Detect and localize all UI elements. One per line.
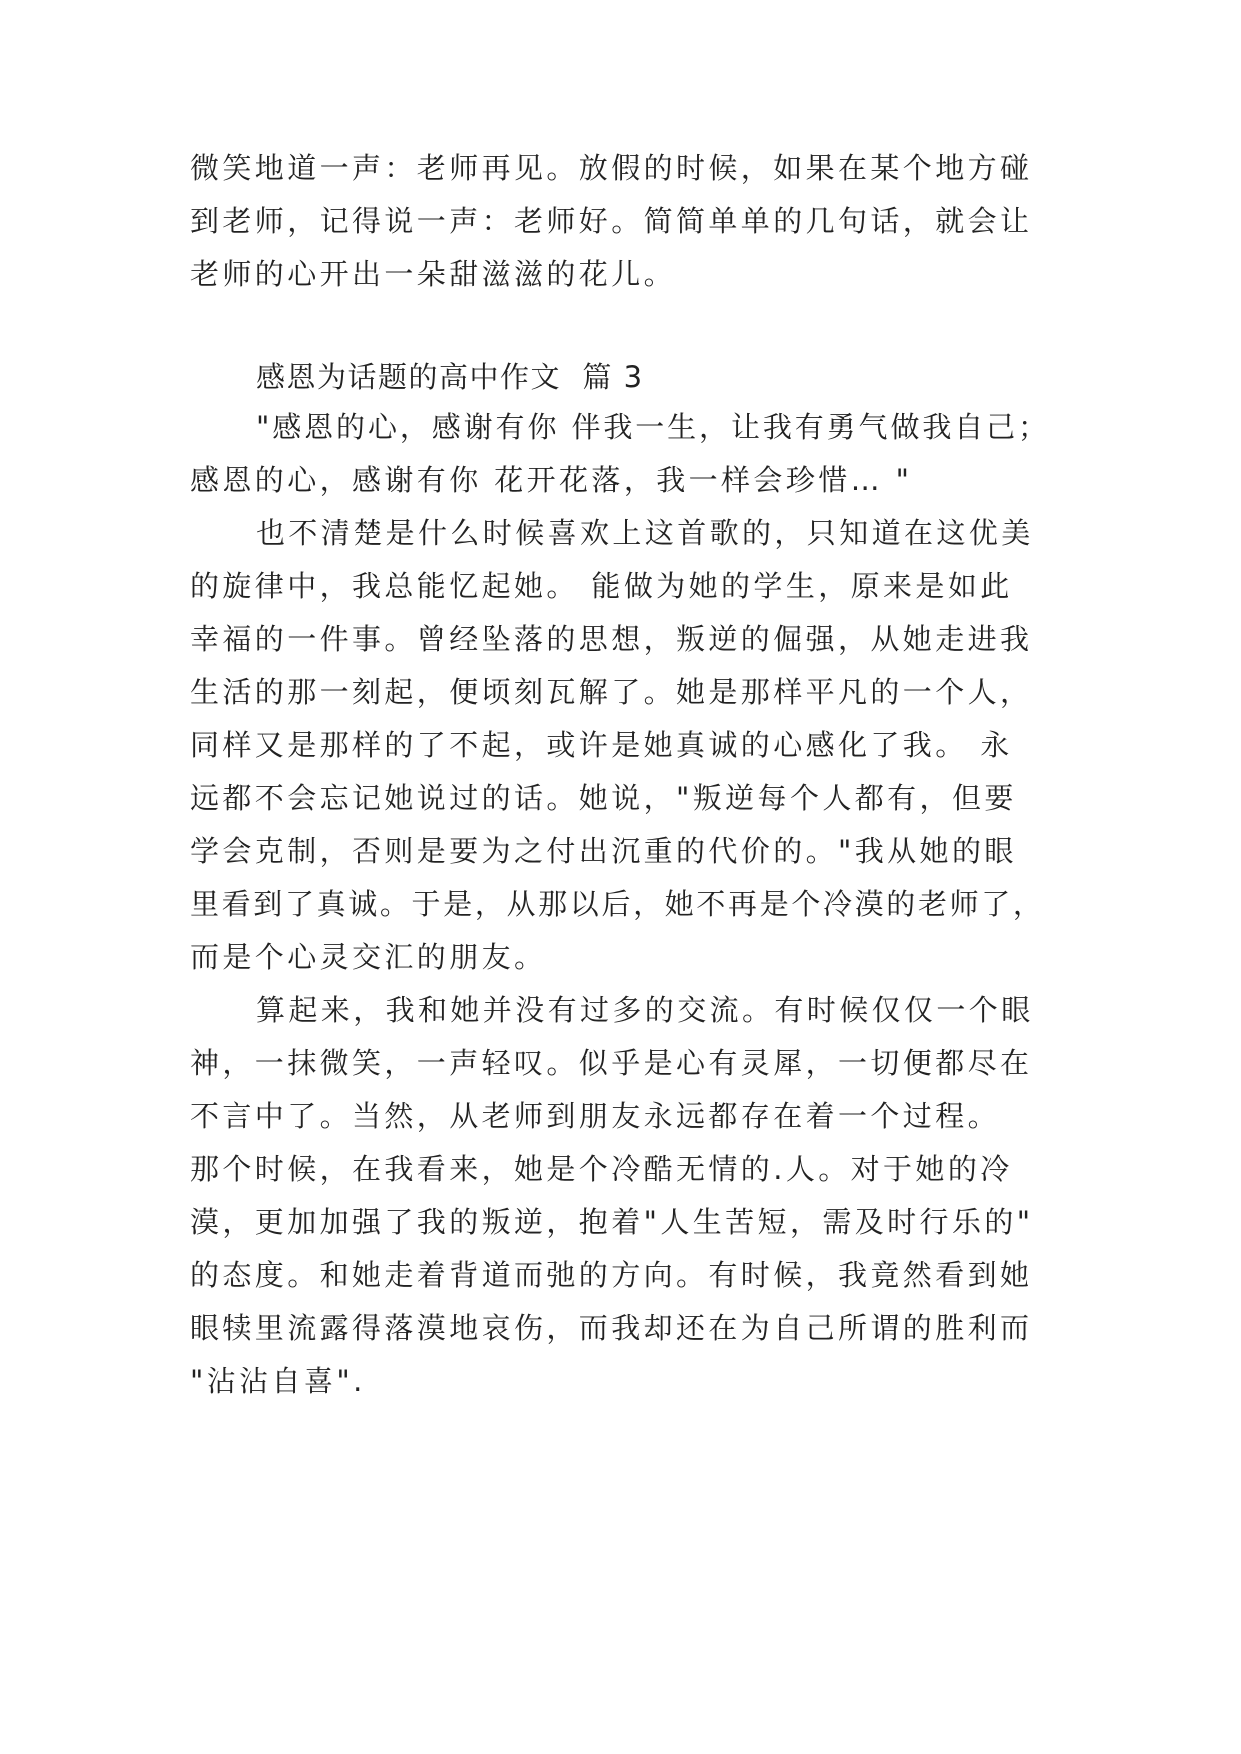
paragraph-line: 那个时候，在我看来，她是个冷酷无情的.人。对于她的冷 bbox=[190, 1152, 1013, 1186]
paragraph-line: 里看到了真诚。于是，从那以后，她不再是个冷漠的老师了， bbox=[190, 887, 1045, 921]
intro-line: 微笑地道一声：老师再见。放假的时候，如果在某个地方碰 bbox=[190, 151, 1033, 185]
paragraph-line: "沾沾自喜". bbox=[190, 1364, 366, 1398]
paragraph-line: 生活的那一刻起，便顷刻瓦解了。她是那样平凡的一个人， bbox=[190, 675, 1033, 709]
paragraph-line: 而是个心灵交汇的朋友。 bbox=[190, 940, 547, 974]
paragraph-line: 远都不会忘记她说过的话。她说，"叛逆每个人都有，但要 bbox=[190, 781, 1017, 815]
paragraph-line: 算起来，我和她并没有过多的交流。有时候仅仅一个眼 bbox=[256, 993, 1034, 1027]
paragraph-line: 同样又是那样的了不起，或许是她真诚的心感化了我。 永 bbox=[190, 728, 1013, 762]
paragraph-line: 漠，更加加强了我的叛逆，抱着"人生苦短，需及时行乐的" bbox=[190, 1205, 1034, 1239]
paragraph-line: 不言中了。当然，从老师到朋友永远都存在着一个过程。 bbox=[190, 1099, 1001, 1133]
intro-line: 到老师，记得说一声：老师好。简简单单的几句话，就会让 bbox=[190, 204, 1033, 238]
intro-line: 老师的心开出一朵甜滋滋的花儿。 bbox=[190, 257, 677, 291]
paragraph-line: 眼犊里流露得落漠地哀伤，而我却还在为自己所谓的胜利而 bbox=[190, 1311, 1033, 1345]
paragraph-line: 的旋律中，我总能忆起她。 能做为她的学生，原来是如此 bbox=[190, 569, 1013, 603]
paragraph-line: 的态度。和她走着背道而弛的方向。有时候，我竟然看到她 bbox=[190, 1258, 1033, 1292]
paragraph-line: 神，一抹微笑，一声轻叹。似乎是心有灵犀，一切便都尽在 bbox=[190, 1046, 1033, 1080]
quote-line: "感恩的心，感谢有你 伴我一生，让我有勇气做我自己； bbox=[256, 410, 1050, 444]
paragraph-line: 幸福的一件事。曾经坠落的思想，叛逆的倔强，从她走进我 bbox=[190, 622, 1033, 656]
paragraph-line: 也不清楚是什么时候喜欢上这首歌的，只知道在这优美 bbox=[256, 516, 1034, 550]
section-heading: 感恩为话题的高中作文 篇 3 bbox=[256, 360, 644, 394]
paragraph-line: 学会克制，否则是要为之付出沉重的代价的。"我从她的眼 bbox=[190, 834, 1017, 868]
quote-line: 感恩的心，感谢有你 花开花落，我一样会珍惜… " bbox=[190, 463, 913, 497]
